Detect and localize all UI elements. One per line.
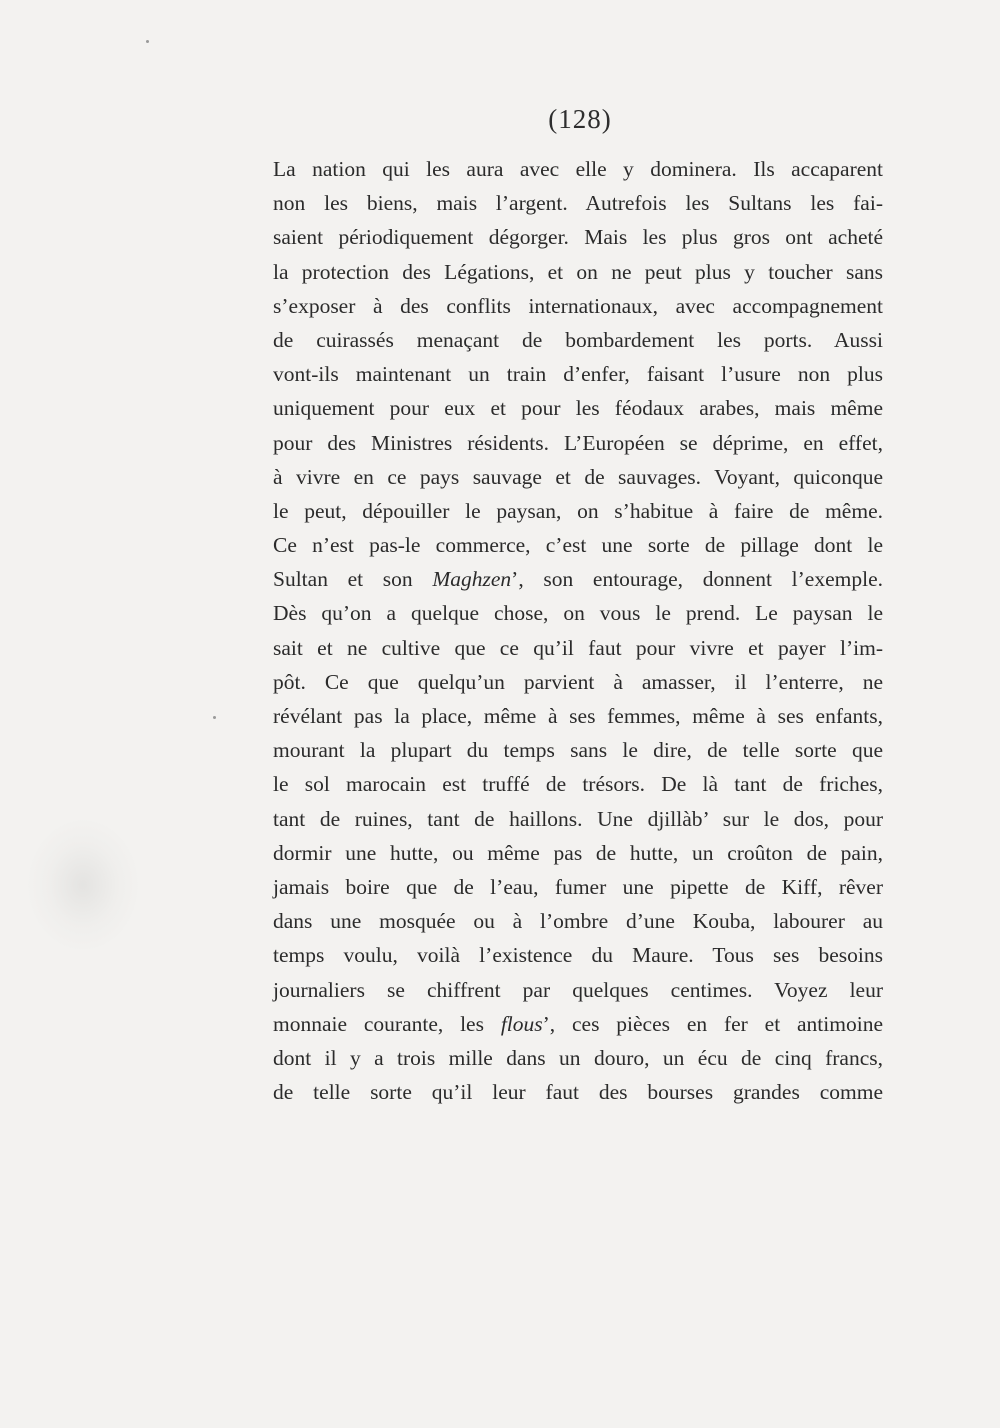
text-line <box>273 836 883 870</box>
paper-speck <box>213 716 216 719</box>
text-line <box>273 255 883 289</box>
text-run: Sultan et son <box>273 567 433 592</box>
text-line <box>273 1075 883 1109</box>
text-run: monnaie courante, les <box>273 1011 501 1036</box>
text-run: sait et ne cultive que ce qu’il faut pour vivre et payer l’im- <box>273 635 883 660</box>
text-line <box>273 665 883 699</box>
text-run: saient périodiquement dégorger. Mais les plus gros ont acheté <box>273 225 883 250</box>
text-run: tant de ruines, tant de haillons. Une djillàb’ sur le dos, pour <box>273 806 883 831</box>
text-line <box>273 494 883 528</box>
text-line <box>273 323 883 357</box>
text-line <box>273 631 883 665</box>
text-line <box>273 391 883 425</box>
text-run: La nation qui les aura avec elle y dominera. Ils accaparent <box>273 157 883 181</box>
italic-term: Maghzen <box>432 567 512 592</box>
body-text <box>273 152 883 1109</box>
text-line <box>273 1041 883 1075</box>
text-line <box>273 767 883 801</box>
text-line <box>273 152 883 186</box>
text-line <box>273 973 883 1007</box>
text-run: révélant pas la place, même à ses femmes, même à ses enfants, <box>273 704 883 728</box>
text-run: uniquement pour eux et pour les féodaux arabes, mais même <box>273 396 883 421</box>
text-line <box>273 699 883 733</box>
text-run: à vivre en ce pays sauvage et de sauvages. Voyant, quiconque <box>273 464 883 489</box>
text-run: de telle sorte qu’il leur faut des bourses grandes comme <box>273 1080 883 1105</box>
text-run: de cuirassés menaçant de bombardement les ports. Aussi <box>273 327 883 352</box>
text-run: le peut, dépouiller le paysan, on s’habitue à faire de même. <box>273 498 883 523</box>
text-run: ’, son entourage, donnent l’exemple. <box>511 567 883 592</box>
text-line <box>273 220 883 254</box>
text-run: la protection des Légations, et on ne peut plus y toucher sans <box>273 259 883 284</box>
text-run: pôt. Ce que quelqu’un parvient à amasser, il l’enterre, ne <box>273 669 883 694</box>
text-run: Ce n’est pas-le commerce, c’est une sorte de pillage dont le <box>273 533 883 558</box>
text-line <box>273 802 883 836</box>
text-run: ’, ces pièces en fer et antimoine <box>542 1011 883 1036</box>
text-line <box>273 904 883 938</box>
text-line <box>273 938 883 972</box>
text-run: le sol marocain est truffé de trésors. De là tant de friches, <box>273 772 883 797</box>
text-line <box>273 186 883 220</box>
text-run: non les biens, mais l’argent. Autrefois les Sultans les fai- <box>273 191 883 216</box>
text-line <box>273 562 883 596</box>
text-run: dont il y a trois mille dans un douro, un écu de cinq francs, <box>273 1045 883 1070</box>
italic-term: flous <box>500 1011 543 1036</box>
paper-stain <box>28 820 138 950</box>
text-run: Dès qu’on a quelque chose, on vous le prend. Le paysan le <box>273 601 883 626</box>
text-run: vont-ils maintenant un train d’enfer, faisant l’usure non plus <box>273 362 883 387</box>
paper-speck <box>146 40 149 43</box>
text-line <box>273 733 883 767</box>
text-line <box>273 426 883 460</box>
text-run: journaliers se chiffrent par quelques centimes. Voyez leur <box>273 977 883 1002</box>
text-line <box>273 528 883 562</box>
text-line <box>273 870 883 904</box>
text-run: pour des Ministres résidents. L’Européen se déprime, en effet, <box>273 430 883 455</box>
text-run: mourant la plupart du temps sans le dire, de telle sorte que <box>273 738 883 763</box>
text-run: dormir une hutte, ou même pas de hutte, un croûton de pain, <box>273 840 883 865</box>
page-number: (128) <box>548 104 612 134</box>
text-run: s’exposer à des conflits internationaux, avec accompagnement <box>273 293 883 318</box>
text-line <box>273 1007 883 1041</box>
text-run: temps voulu, voilà l’existence du Maure. Tous ses besoins <box>273 943 883 968</box>
text-line <box>273 289 883 323</box>
text-line <box>273 460 883 494</box>
text-run: dans une mosquée ou à l’ombre d’une Kouba, labourer au <box>273 909 883 934</box>
text-line <box>273 596 883 630</box>
text-run: jamais boire que de l’eau, fumer une pipette de Kiff, rêver <box>273 874 883 899</box>
text-line <box>273 357 883 391</box>
